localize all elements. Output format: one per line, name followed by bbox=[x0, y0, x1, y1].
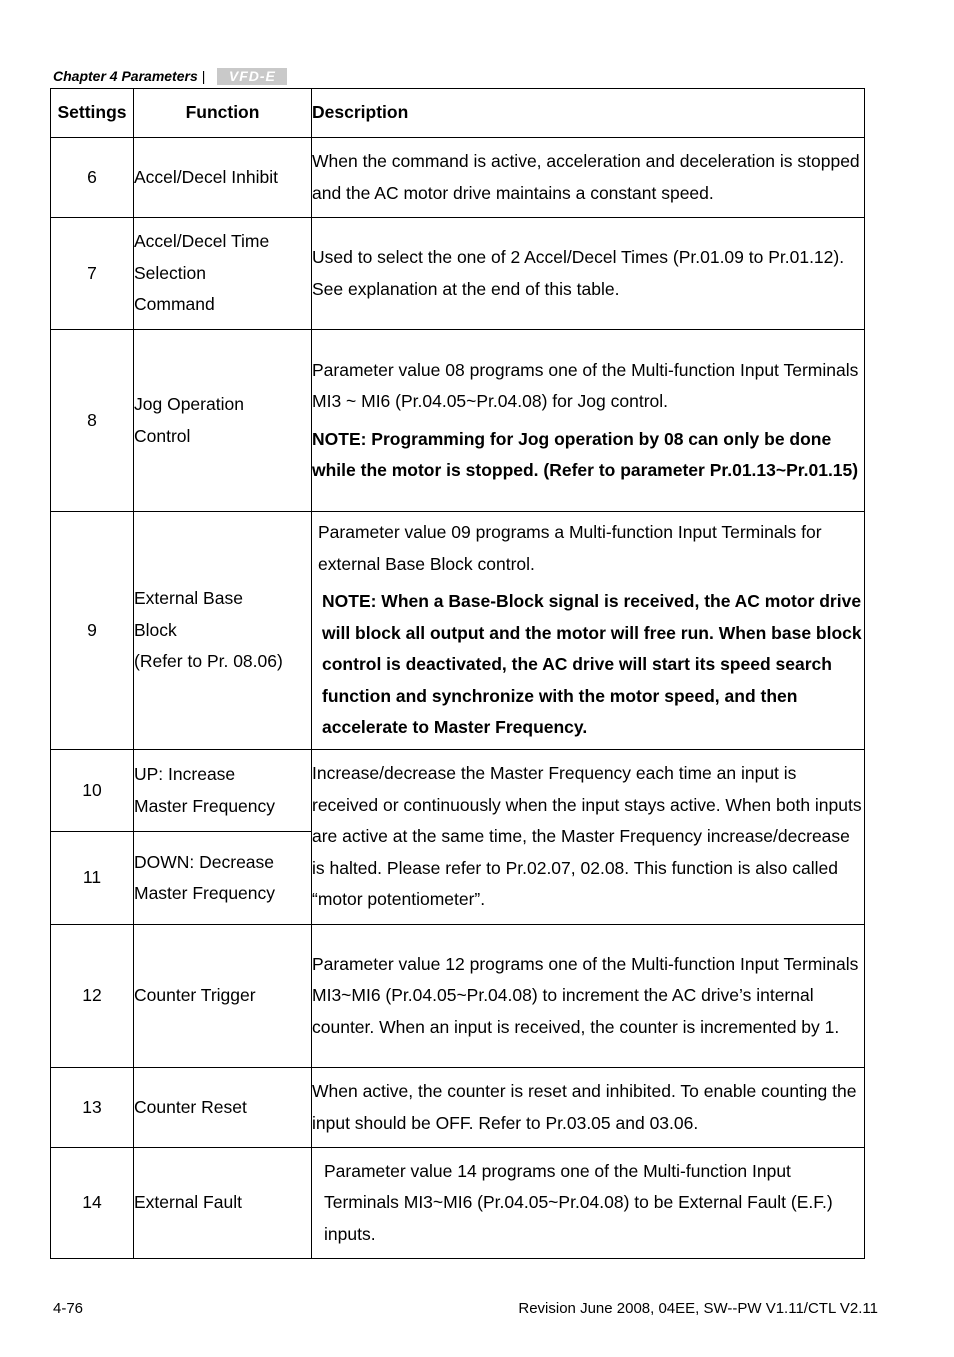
setting-cell: 10 bbox=[51, 750, 134, 832]
vfd-e-logo: VFD-E bbox=[217, 68, 287, 85]
description-cell bbox=[312, 218, 865, 330]
table-row bbox=[51, 1068, 865, 1148]
setting-cell: 8 bbox=[51, 330, 134, 512]
description-cell bbox=[312, 1068, 865, 1148]
description-text: Increase/decrease the Master Frequency each time an input is received or continuously when the input stays active. When both inputs are active at the same time, the Master Frequency increase/decrease is halted. Please refer to Pr.02.07, 02.08. This function is also called “motor potentiometer”. bbox=[312, 763, 862, 910]
setting-cell: 11 bbox=[51, 832, 134, 925]
function-line: Jog Operation bbox=[134, 394, 244, 414]
function-line: Control bbox=[134, 425, 191, 446]
function-line: Accel/Decel Inhibit bbox=[134, 166, 278, 187]
column-header-function: Function bbox=[134, 89, 312, 138]
chapter-title: Chapter 4 Parameters bbox=[53, 68, 198, 84]
function-line: Master Frequency bbox=[134, 795, 276, 816]
function-cell bbox=[134, 750, 312, 832]
setting-cell: 12 bbox=[51, 925, 134, 1068]
function-line: External Fault bbox=[134, 1192, 242, 1213]
note-text: NOTE: When a Base-Block signal is received, the AC motor drive will block all output and the motor will free run. When base block control is deactivated, the AC drive will start its speed search function and synchronize with the motor speed, and then accelerate to Master Frequency. bbox=[322, 591, 862, 738]
description-cell bbox=[312, 925, 865, 1068]
function-line: Selection bbox=[134, 262, 206, 283]
parameter-settings-table bbox=[50, 88, 865, 1259]
table-row bbox=[51, 925, 865, 1068]
description-text: Used to select the one of 2 Accel/Decel Times (Pr.01.09 to Pr.01.12). See explanation at the end of this table. bbox=[312, 247, 845, 299]
page-header bbox=[53, 66, 287, 86]
function-line: DOWN: Decrease bbox=[134, 851, 275, 872]
table-header-row bbox=[51, 89, 865, 138]
function-cell bbox=[134, 138, 312, 218]
table-row bbox=[51, 218, 865, 330]
setting-cell: 6 bbox=[51, 138, 134, 218]
description-text: Parameter value 12 programs one of the Multi-function Input Terminals MI3~MI6 (Pr.04.05~Pr.04.08) to increment the AC drive’s internal counter. When an input is received, the counter is incremented by 1. bbox=[312, 953, 859, 1037]
description-text: Parameter value 08 programs one of the Multi-function Input Terminals MI3 ~ MI6 (Pr.04.05~Pr.04.08) for Jog control. bbox=[312, 359, 859, 411]
function-line: Command bbox=[134, 294, 215, 315]
description-text: When active, the counter is reset and inhibited. To enable counting the input should be OFF. Refer to Pr.03.05 and 03.06. bbox=[312, 1081, 857, 1133]
header-separator: | bbox=[201, 68, 206, 84]
description-text: When the command is active, acceleration and deceleration is stopped and the AC motor drive maintains a constant speed. bbox=[312, 151, 860, 203]
table-row bbox=[51, 138, 865, 218]
function-line: Counter Trigger bbox=[134, 985, 256, 1006]
table-row bbox=[51, 750, 865, 832]
table-row bbox=[51, 330, 865, 512]
function-cell bbox=[134, 330, 312, 512]
column-header-settings: Settings bbox=[51, 89, 134, 138]
page-number: 4-76 bbox=[53, 1300, 84, 1317]
function-cell bbox=[134, 1148, 312, 1259]
function-line: UP: Increase bbox=[134, 764, 236, 784]
function-line: Master Frequency bbox=[134, 883, 276, 903]
function-cell bbox=[134, 512, 312, 750]
description-text: Parameter value 09 programs a Multi-function Input Terminals for external Base Block control. bbox=[318, 522, 822, 574]
setting-cell: 13 bbox=[51, 1068, 134, 1148]
function-line: Counter Reset bbox=[134, 1096, 247, 1117]
table-row bbox=[51, 1148, 865, 1259]
function-line: Block bbox=[134, 619, 177, 640]
description-cell bbox=[312, 750, 865, 925]
description-cell bbox=[312, 138, 865, 218]
description-text: Parameter value 14 programs one of the Multi-function Input Terminals MI3~MI6 (Pr.04.05~Pr.04.08) to be External Fault (E.F.) inputs. bbox=[324, 1160, 833, 1244]
function-cell bbox=[134, 1068, 312, 1148]
function-line: Accel/Decel Time bbox=[134, 231, 270, 252]
note-text: NOTE: Programming for Jog operation by 08 can only be done while the motor is stopped. (Refer to parameter Pr.01.13~Pr.01.15) bbox=[312, 428, 859, 480]
description-cell bbox=[312, 512, 865, 750]
function-line: (Refer to Pr. 08.06) bbox=[134, 651, 283, 672]
function-line: External Base bbox=[134, 588, 243, 609]
function-cell bbox=[134, 925, 312, 1068]
table-row bbox=[51, 512, 865, 750]
column-header-description: Description bbox=[312, 89, 865, 138]
description-cell bbox=[312, 1148, 865, 1259]
setting-cell: 9 bbox=[51, 512, 134, 750]
function-cell bbox=[134, 218, 312, 330]
revision-info: Revision June 2008, 04EE, SW--PW V1.11/CTL V2.11 bbox=[518, 1300, 878, 1317]
setting-cell: 14 bbox=[51, 1148, 134, 1259]
description-cell bbox=[312, 330, 865, 512]
function-cell bbox=[134, 832, 312, 925]
setting-cell: 7 bbox=[51, 218, 134, 330]
